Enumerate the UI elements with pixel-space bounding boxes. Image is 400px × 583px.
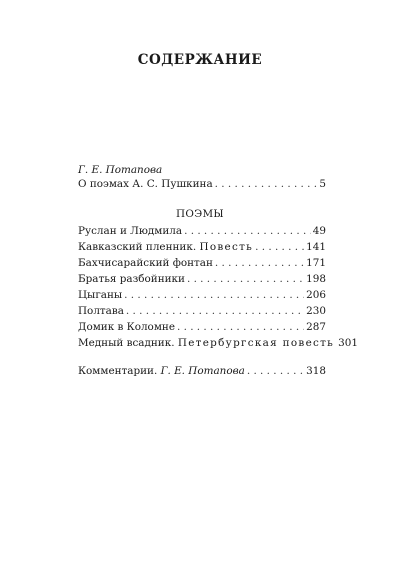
- toc-entry-page: 5: [319, 178, 326, 190]
- leader-dots: [247, 365, 304, 377]
- leader-dots: [126, 305, 304, 317]
- toc-entry-title: Медный всадник. Петербургская повесть: [78, 337, 335, 349]
- commentary-author: Г. Е. Потапова: [160, 365, 245, 377]
- toc-entry-title: Домик в Коломне: [78, 321, 175, 333]
- toc-entry-title: Братья разбойники: [78, 273, 185, 285]
- toc-entry-title: Полтава: [78, 305, 124, 317]
- toc-entry-title: Цыганы: [78, 289, 123, 301]
- toc-entry-page: 141: [306, 241, 326, 253]
- leader-dots: [177, 321, 304, 333]
- toc-entry[interactable]: [78, 305, 326, 319]
- toc-entry-page: 206: [306, 289, 326, 301]
- leader-dots: [215, 178, 318, 190]
- toc-entry-title: Бахчисарайский фонтан: [78, 257, 213, 269]
- toc-entry[interactable]: [78, 225, 326, 239]
- leader-dots: [184, 225, 311, 237]
- toc-entry-commentary[interactable]: [78, 365, 326, 379]
- toc-entry-title: О поэмах А. С. Пушкина: [78, 178, 213, 190]
- leader-dots: [187, 273, 304, 285]
- toc-entry-title: Комментарии. Г. Е. Потапова: [78, 365, 245, 377]
- section-heading: ПОЭМЫ: [176, 208, 224, 220]
- toc-entry-subtitle: Повесть: [199, 241, 254, 253]
- toc-entry-title: Кавказский пленник. Повесть: [78, 241, 254, 253]
- intro-author: Г. Е. Потапова: [78, 164, 163, 176]
- toc-entry-page: 198: [306, 273, 326, 285]
- toc-entry[interactable]: [78, 241, 326, 255]
- toc-entry[interactable]: [78, 273, 326, 287]
- toc-entry[interactable]: [78, 257, 326, 271]
- toc-entry-page: 318: [306, 365, 326, 377]
- toc-entry-page: 287: [306, 321, 326, 333]
- toc-entry[interactable]: [78, 321, 326, 335]
- toc-entry-page: 171: [306, 257, 326, 269]
- leader-dots: [215, 257, 304, 269]
- toc-entry-intro[interactable]: [78, 178, 326, 192]
- page-title: СОДЕРЖАНИЕ: [137, 52, 263, 68]
- toc-entry-subtitle: Петербургская повесть: [177, 337, 335, 349]
- leader-dots: [124, 289, 304, 301]
- toc-entry[interactable]: [78, 337, 358, 351]
- toc-entry-page: 301: [338, 337, 358, 349]
- leader-dots: [255, 241, 304, 253]
- toc-entry-title: Руслан и Людмила: [78, 225, 183, 237]
- toc-entry[interactable]: [78, 289, 326, 303]
- toc-entry-page: 230: [306, 305, 326, 317]
- toc-entry-page: 49: [312, 225, 326, 237]
